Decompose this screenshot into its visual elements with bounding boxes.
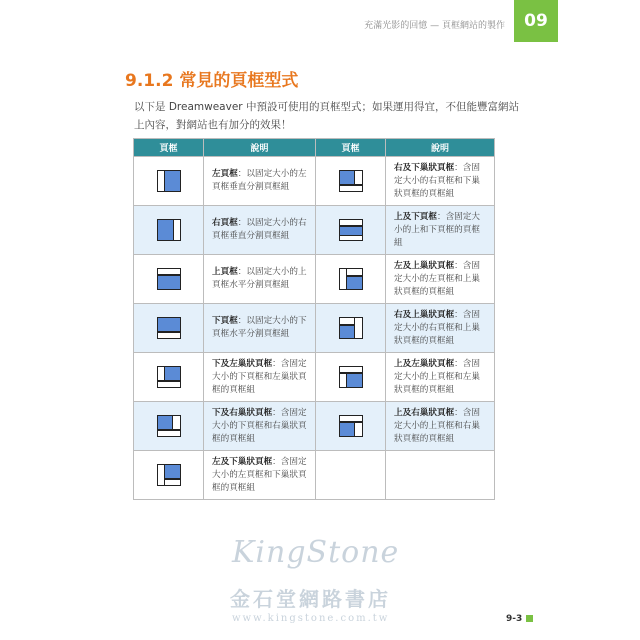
table-row [134, 255, 495, 304]
frame-desc: ：含固定大小的上和下頁框的頁框組 [394, 211, 480, 248]
frame-name: 下及右巢狀頁框 [212, 407, 273, 418]
top-left-nested-frame-icon [339, 366, 363, 388]
page-marker-square [526, 615, 533, 622]
frame-name: 右及下巢狀頁框 [394, 162, 455, 173]
frame-desc: ：以固定大小的左頁框垂直分割頁框組 [212, 169, 307, 192]
header-frame-right: 頁框 [316, 139, 386, 157]
header-frame-left: 頁框 [134, 139, 204, 157]
right-bottom-nested-frame-icon [339, 170, 363, 192]
table-row [134, 353, 495, 402]
watermark-url: www.kingstone.com.tw [232, 613, 390, 624]
frame-name: 下及左巢狀頁框 [212, 358, 273, 369]
frame-name: 上及左巢狀頁框 [394, 358, 455, 369]
bottom-right-nested-frame-icon [157, 415, 181, 437]
page-number-text: 9-3 [506, 614, 523, 624]
frame-desc: ：含固定大小的下頁框和右巢狀頁框的頁框組 [212, 407, 307, 444]
table-row [134, 451, 495, 500]
frame-desc: ：含固定大小的右頁框和上巢狀頁框的頁框組 [394, 309, 480, 346]
frame-desc: ：含固定大小的左頁框和上巢狀頁框的頁框組 [394, 260, 480, 297]
left-top-nested-frame-icon [339, 268, 363, 290]
right-top-nested-frame-icon [339, 317, 363, 339]
page-number [506, 614, 533, 624]
empty-cell [386, 451, 495, 500]
watermark-brand: KingStone [232, 535, 400, 570]
top-bottom-frame-icon [339, 219, 363, 241]
frame-name: 上頁框 [212, 267, 238, 277]
left-frame-icon [157, 170, 181, 192]
frame-desc: ：含固定大小的左頁框和下巢狀頁框的頁框組 [212, 456, 307, 493]
frame-desc: ：含固定大小的右頁框和下巢狀頁框的頁框組 [394, 162, 480, 199]
top-frame-icon [157, 268, 181, 290]
frame-types-table [133, 138, 495, 500]
frame-name: 左頁框 [212, 169, 238, 179]
frame-name: 上及下頁框 [394, 211, 437, 222]
frame-name: 左及上巢狀頁框 [394, 260, 455, 271]
frame-desc: ：含固定大小的下頁框和左巢狀頁框的頁框組 [212, 358, 307, 395]
frame-name: 下頁框 [212, 316, 238, 326]
left-bottom-nested-frame-icon [157, 464, 181, 486]
frame-desc: ：以固定大小的右頁框垂直分割頁框組 [212, 218, 307, 241]
top-right-nested-frame-icon [339, 415, 363, 437]
frame-desc: ：含固定大小的上頁框和右巢狀頁框的頁框組 [394, 407, 480, 444]
running-head: 充滿光影的回憶 — 頁框網站的製作 [364, 21, 505, 31]
table-header-row [134, 139, 495, 157]
frame-name: 左及下巢狀頁框 [212, 456, 273, 467]
frame-name: 右頁框 [212, 218, 238, 228]
right-frame-icon [157, 219, 181, 241]
frame-name: 上及右巢狀頁框 [394, 407, 455, 418]
chapter-tab: 09 [514, 0, 558, 42]
intro-paragraph: 以下是 Dreamweaver 中預設可使用的頁框型式；如果運用得宜，不但能豐富網站上內容，對網站也有加分的效果！ [134, 101, 519, 131]
bottom-left-nested-frame-icon [157, 366, 181, 388]
header-desc-left: 說明 [204, 139, 316, 157]
frame-desc: ：以固定大小的上頁框水平分割頁框組 [212, 267, 307, 290]
table-row [134, 304, 495, 353]
section-title: 9.1.2 常見的頁框型式 [125, 71, 299, 91]
frame-desc: ：含固定大小的上頁框和左巢狀頁框的頁框組 [394, 358, 480, 395]
empty-cell [316, 451, 386, 500]
table-row [134, 402, 495, 451]
bottom-frame-icon [157, 317, 181, 339]
table-row [134, 206, 495, 255]
table-row [134, 157, 495, 206]
header-desc-right: 說明 [386, 139, 495, 157]
frame-desc: ：以固定大小的下頁框水平分割頁框組 [212, 316, 307, 339]
watermark-store: 金石堂網路書店 [230, 587, 391, 611]
frame-name: 右及上巢狀頁框 [394, 309, 455, 320]
